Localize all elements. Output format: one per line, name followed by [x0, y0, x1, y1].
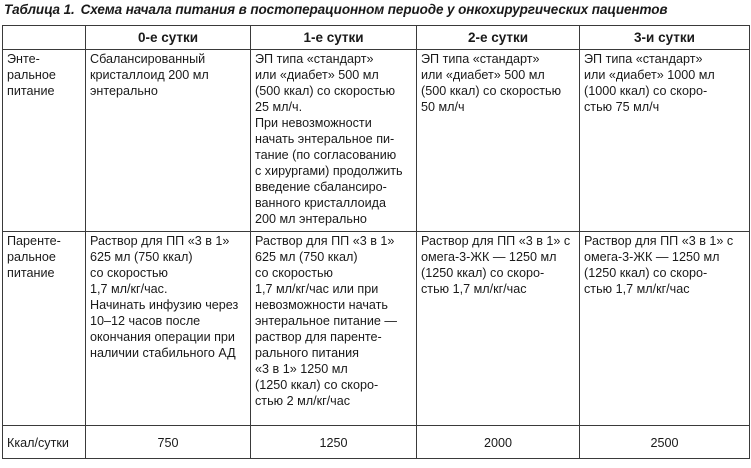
table-title: Схема начала питания в постоперационном периоде у онкохирургических пациентов — [80, 2, 668, 17]
parenteral-day2-cell: Раствор для ПП «3 в 1» с омега-3-ЖК — 1250 мл (1250 ккал) со скоро- стью 1,7 мл/кг/час — [417, 232, 580, 426]
column-header-day2: 2-е сутки — [417, 26, 580, 50]
column-header-day0: 0-е сутки — [86, 26, 251, 50]
row-label-parenteral: Паренте- ральное питание — [3, 232, 86, 426]
kcal-day3-cell: 2500 — [580, 426, 750, 459]
table-caption — [4, 2, 667, 17]
parenteral-day1-cell: Раствор для ПП «3 в 1» 625 мл (750 ккал) со скоростью 1,7 мл/кг/час или при невозможности начать энтеральное питание — раствор для паренте- рального питания «3 в 1» 1250 мл (1250 ккал) со скоро- стью 2 мл/кг/час — [251, 232, 417, 426]
table-row-parenteral — [3, 232, 750, 426]
row-label-enteral: Энте- ральное питание — [3, 50, 86, 232]
enteral-day0-cell: Сбалансированный кристаллоид 200 мл энтерально — [86, 50, 251, 232]
enteral-day3-cell: ЭП типа «стандарт» или «диабет» 1000 мл (1000 ккал) со скоро- стью 75 мл/ч — [580, 50, 750, 232]
parenteral-day0-cell: Раствор для ПП «3 в 1» 625 мл (750 ккал) со скоростью 1,7 мл/кг/час. Начинать инфузию через 10–12 часов после окончания операции при наличии стабильного АД — [86, 232, 251, 426]
kcal-day1-cell: 1250 — [251, 426, 417, 459]
table-number: Таблица 1. — [4, 2, 75, 17]
header-row — [3, 26, 750, 50]
kcal-day0-cell: 750 — [86, 426, 251, 459]
row-label-kcal: Ккал/сутки — [3, 426, 86, 459]
table-row-enteral — [3, 50, 750, 232]
kcal-day2-cell: 2000 — [417, 426, 580, 459]
column-header-empty — [3, 26, 86, 50]
nutrition-schedule-table — [2, 25, 750, 459]
column-header-day1: 1-е сутки — [251, 26, 417, 50]
enteral-day2-cell: ЭП типа «стандарт» или «диабет» 500 мл (500 ккал) со скоростью 50 мл/ч — [417, 50, 580, 232]
parenteral-day3-cell: Раствор для ПП «3 в 1» с омега-3-ЖК — 1250 мл (1250 ккал) со скоро- стью 1,7 мл/кг/час — [580, 232, 750, 426]
table-row-kcal — [3, 426, 750, 459]
enteral-day1-cell: ЭП типа «стандарт» или «диабет» 500 мл (500 ккал) со скоростью 25 мл/ч. При невозможности начать энтеральное пи- тание (по согласованию с хирургами) продолжить введение сбалансиро- ванного кристаллоида 200 мл энтерально — [251, 50, 417, 232]
column-header-day3: 3-и сутки — [580, 26, 750, 50]
